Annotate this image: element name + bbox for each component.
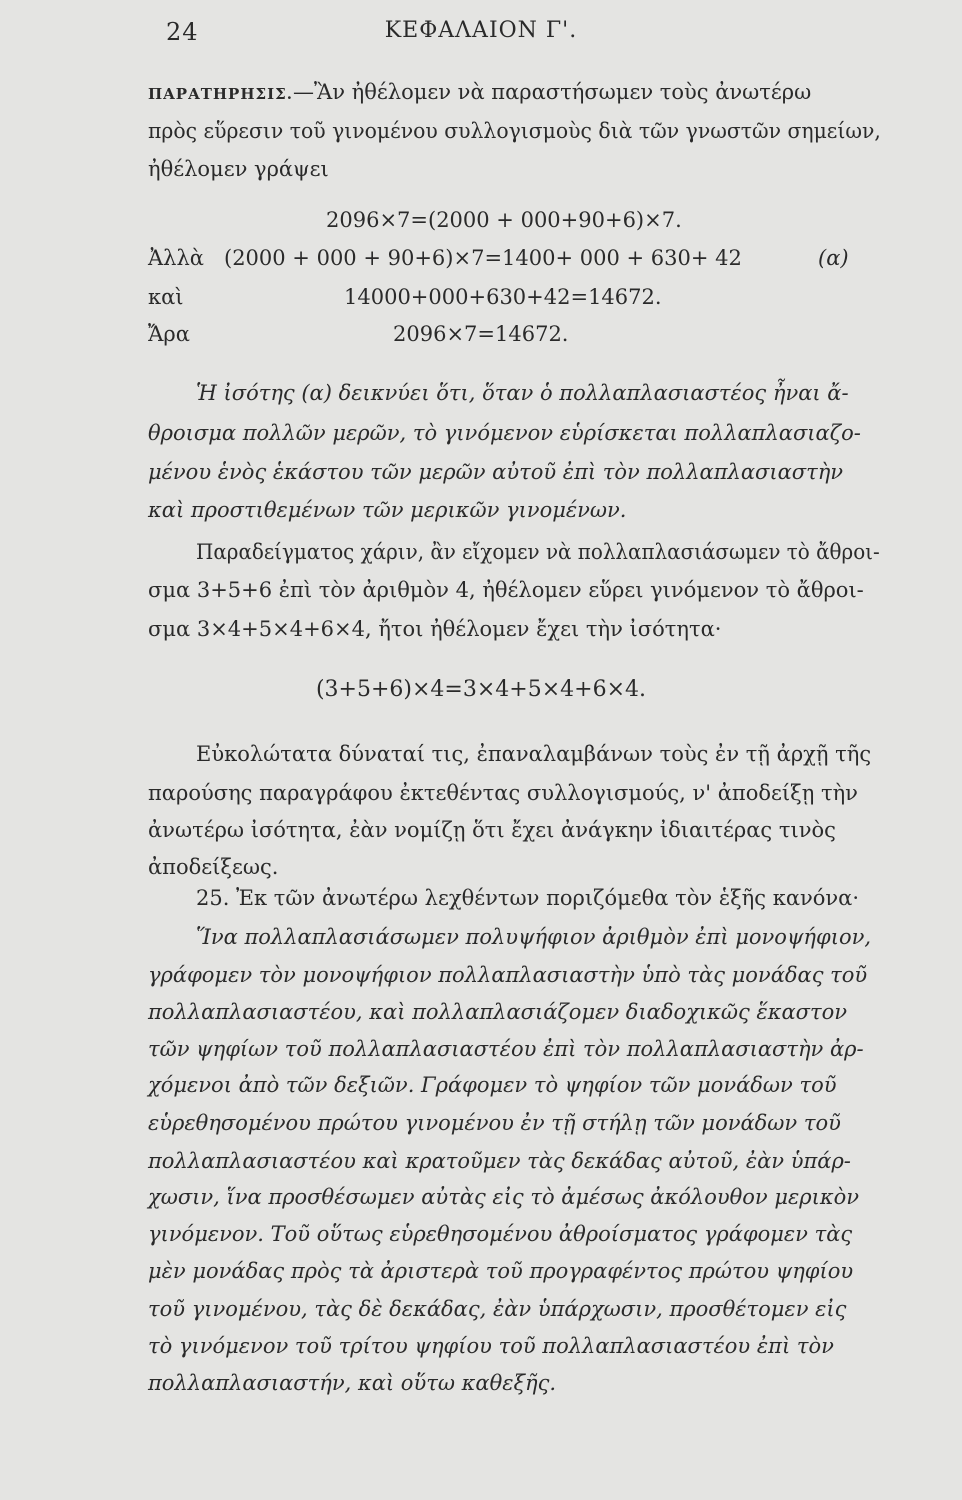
rule-line: πολλαπλασιαστέου, καὶ πολλαπλασιάζομεν διαδοχικῶς ἕκαστον (148, 1000, 848, 1024)
rule-line: τῶν ψηφίων τοῦ πολλαπλασιαστέου ἐπὶ τὸν πολλαπλασιαστὴν ἀρ- (148, 1037, 864, 1061)
remark-text: —Ἂν ἠθέλομεν νὰ παραστήσωμεν τοὺς ἀνωτέρω (292, 80, 812, 104)
example-line: Παραδείγματος χάριν, ἂν εἴχομεν νὰ πολλαπλασιάσωμεν τὸ ἄθροι- (196, 540, 880, 564)
statement-line: μένου ἑνὸς ἑκάστου τῶν μερῶν αὐτοῦ ἐπὶ τὸν πολλαπλασιαστὴν (148, 460, 844, 484)
equation: 14000+000+630+42=14672. (344, 285, 662, 309)
rule-line: γινόμενον. Τοῦ οὕτως εὑρεθησομένου ἀθροίσματος γράφομεν τὰς (148, 1222, 853, 1246)
page-header (0, 18, 962, 58)
statement-line: θροισμα πολλῶν μερῶν, τὸ γινόμενον εὑρίσκεται πολλαπλασιαζο- (148, 421, 861, 445)
equation-label: Ἀλλὰ (148, 246, 204, 270)
rule-line: Ἵνα πολλαπλασιάσωμεν πολυψήφιον ἀριθμὸν ἐπὶ μονοψήφιον, (196, 925, 872, 949)
rule-line: τὸ γινόμενον τοῦ τρίτου ψηφίου τοῦ πολλαπλασιαστέου ἐπὶ τὸν (148, 1334, 834, 1358)
chapter-title: ΚΕΦΑΛΑΙΟΝ Γ'. (384, 18, 578, 43)
equation: (2000 + 000 + 90+6)×7=1400+ 000 + 630+ 42 (224, 246, 742, 270)
page-number: 24 (166, 18, 199, 46)
rule-line: εὑρεθησομένου πρώτου γινομένου ἐν τῇ στήλῃ τῶν μονάδων τοῦ (148, 1111, 841, 1135)
rule-line: πολλαπλασιαστήν, καὶ οὕτω καθεξῆς. (148, 1371, 557, 1395)
rule-line: χωσιν, ἵνα προσθέσωμεν αὐτὰς εἰς τὸ ἀμέσως ἀκόλουθον μερικὸν (148, 1185, 860, 1209)
section-heading: 25. Ἐκ τῶν ἀνωτέρω λεχθέντων ποριζόμεθα τὸν ἑξῆς κανόνα· (196, 886, 860, 910)
example-line: σμα 3+5+6 ἐπὶ τὸν ἀριθμὸν 4, ἠθέλομεν εὕρει γινόμενον τὸ ἄθροι- (148, 578, 864, 602)
equation-number: (α) (818, 246, 849, 270)
equation-label: καὶ (148, 285, 184, 309)
example-line: σμα 3×4+5×4+6×4, ἤτοι ἠθέλομεν ἔχει τὴν ἰσότητα· (148, 617, 722, 641)
paragraph-line: Εὐκολώτατα δύναταί τις, ἐπαναλαμβάνων τοὺς ἐν τῇ ἀρχῇ τῆς (196, 742, 872, 766)
remark-heading: ΠΑΡΑΤΗΡΗΣΙΣ. (148, 85, 293, 103)
example-equation: (3+5+6)×4=3×4+5×4+6×4. (315, 677, 647, 702)
statement-line: καὶ προστιθεμένων τῶν μερικῶν γινομένων. (148, 498, 627, 522)
rule-line: γράφομεν τὸν μονοψήφιον πολλαπλασιαστὴν ὑπὸ τὰς μονάδας τοῦ (148, 963, 868, 987)
rule-line: τοῦ γινομένου, τὰς δὲ δεκάδας, ἐὰν ὑπάρχωσιν, προσθέτομεν εἰς (148, 1297, 847, 1321)
paragraph-line: ἀνωτέρω ἰσότητα, ἐὰν νομίζῃ ὅτι ἔχει ἀνάγκην ἰδιαιτέρας τινὸς (148, 818, 836, 842)
paragraph-line: ἀποδείξεως. (148, 855, 279, 879)
equation-label: Ἄρα (148, 322, 190, 346)
equation: 2096×7=14672. (393, 322, 569, 346)
rule-line: χόμενοι ἀπὸ τῶν δεξιῶν. Γράφομεν τὸ ψηφίον τῶν μονάδων τοῦ (148, 1073, 837, 1097)
paragraph-line: παρούσης παραγράφου ἐκτεθέντας συλλογισμούς, ν' ἀποδείξῃ τὴν (148, 781, 858, 805)
remark-line: πρὸς εὕρεσιν τοῦ γινομένου συλλογισμοὺς διὰ τῶν γνωστῶν σημείων, (148, 119, 881, 143)
remark-line (148, 80, 811, 105)
rule-line: πολλαπλασιαστέου καὶ κρατοῦμεν τὰς δεκάδας αὐτοῦ, ἐὰν ὑπάρ- (148, 1149, 851, 1173)
statement-line: Ἡ ἰσότης (α) δεικνύει ὅτι, ὅταν ὁ πολλαπλασιαστέος ἦναι ἄ- (196, 381, 849, 405)
rule-line: μὲν μονάδας πρὸς τὰ ἀριστερὰ τοῦ προγραφέντος πρώτου ψηφίου (148, 1259, 854, 1283)
equation: 2096×7=(2000 + 000+90+6)×7. (326, 208, 682, 232)
remark-line: ἠθέλομεν γράψει (148, 157, 329, 181)
